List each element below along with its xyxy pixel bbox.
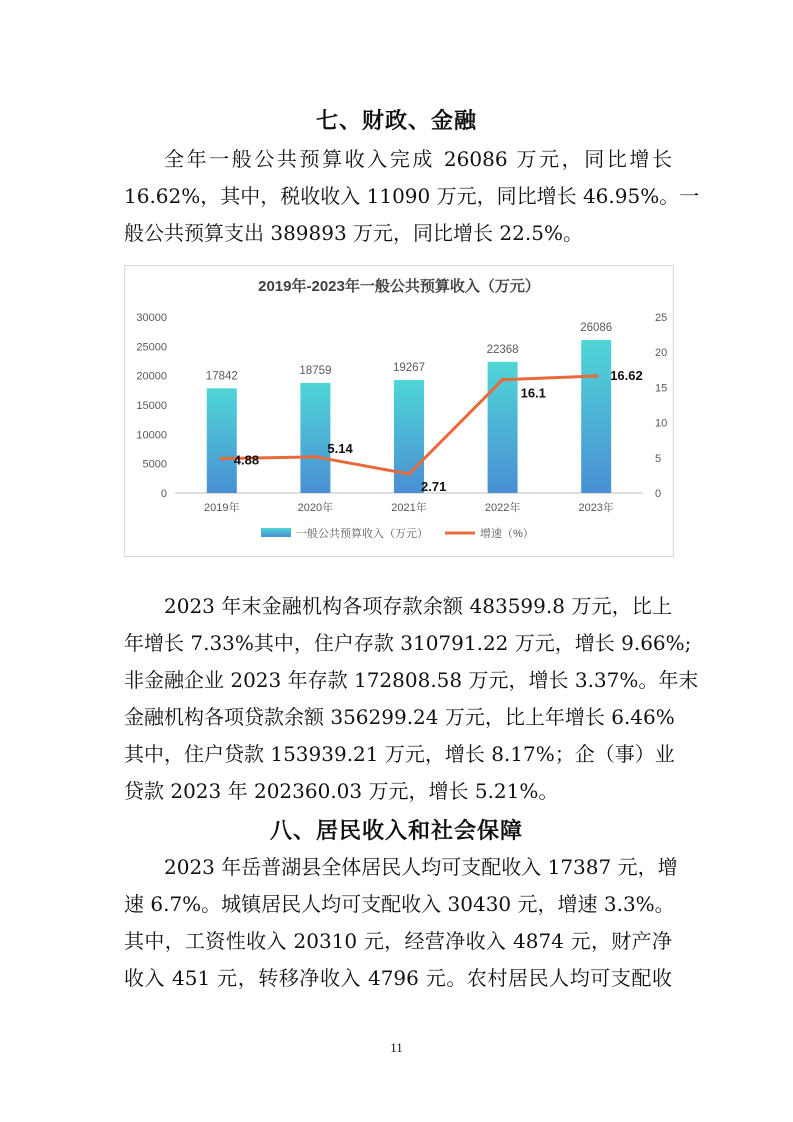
legend-bar-swatch <box>261 528 291 537</box>
revenue-chart-svg <box>125 266 673 556</box>
para1-line-3: 般公共预算支出 389893 万元，同比增长 22.5%。 <box>124 221 583 245</box>
y-left-tick-label: 20000 <box>136 370 167 383</box>
growth-value-label: 5.14 <box>327 440 353 456</box>
para2-line-1: 2023 年末金融机构各项存款余额 483599.8 万元，比上 <box>164 594 672 618</box>
para3-line-1: 2023 年岳普湖县全体居民人均可支配收入 17387 元，增 <box>164 855 678 879</box>
growth-value-label: 16.1 <box>520 385 546 401</box>
growth-point <box>594 374 598 378</box>
para1-line-2: 16.62%，其中，税收收入 11090 万元，同比增长 46.95%。一 <box>124 184 700 208</box>
growth-value-label: 2.71 <box>421 478 447 494</box>
section8-paragraph <box>124 849 678 997</box>
para3-line-2: 速 6.7%。城镇居民人均可支配收入 30430 元，增速 3.3%。 <box>124 892 675 916</box>
x-tick-label: 2020年 <box>297 502 334 514</box>
para1-line-1: 全年一般公共预算收入完成 26086 万元，同比增长 <box>164 147 672 171</box>
section7-title: 七、财政、金融 <box>315 108 477 134</box>
revenue-chart <box>124 265 674 557</box>
bar <box>207 388 237 493</box>
para2-line-2: 年增长 7.33%其中，住户存款 310791.22 万元，增长 9.66%; <box>124 631 692 655</box>
bar <box>581 340 611 493</box>
section7-paragraph2 <box>124 588 699 810</box>
y-right-tick-label: 5 <box>655 452 662 465</box>
y-left-tick-label: 25000 <box>136 341 167 354</box>
y-left-tick-label: 0 <box>160 488 167 500</box>
y-right-tick-label: 10 <box>655 417 668 430</box>
y-left-tick-label: 5000 <box>142 458 167 471</box>
para3-line-3: 其中，工资性收入 20310 元，经营净收入 4874 元，财产净 <box>124 929 672 953</box>
y-right-tick-label: 25 <box>655 312 668 324</box>
bar-value-label: 22368 <box>486 343 519 356</box>
para2-line-4: 金融机构各项贷款余额 356299.24 万元，比上年增长 6.46% <box>124 705 675 729</box>
y-right-tick-label: 15 <box>655 382 668 395</box>
growth-point <box>407 472 411 476</box>
x-tick-label: 2021年 <box>391 502 427 514</box>
growth-point <box>501 378 505 382</box>
growth-value-label: 4.88 <box>233 452 260 468</box>
bar <box>300 383 330 493</box>
bar-value-label: 17842 <box>205 370 238 383</box>
y-left-tick-label: 15000 <box>136 400 167 412</box>
para2-line-6: 贷款 2023 年 202360.03 万元，增长 5.21%。 <box>124 779 559 803</box>
para2-line-5: 其中，住户贷款 153939.21 万元，增长 8.17%；企（事）业 <box>124 742 675 766</box>
growth-value-label: 16.62 <box>610 367 643 383</box>
bar-value-label: 18759 <box>299 364 332 377</box>
section7-paragraph1 <box>124 141 700 252</box>
chart-title: 2019年-2023年一般公共预算收入（万元） <box>258 278 540 295</box>
bar-value-label: 26086 <box>580 321 613 334</box>
y-right-tick-label: 0 <box>655 488 662 500</box>
para3-line-4: 收入 451 元，转移净收入 4796 元。农村居民人均可支配收 <box>124 966 672 990</box>
y-left-tick-label: 10000 <box>136 429 167 442</box>
x-tick-label: 2022年 <box>484 502 521 514</box>
legend-line-label: 增速（%） <box>480 528 534 540</box>
para2-line-3: 非金融企业 2023 年存款 172808.58 万元，增长 3.37%。年末 <box>124 668 699 692</box>
growth-point <box>220 457 224 461</box>
x-tick-label: 2019年 <box>204 502 240 514</box>
legend-bar-label: 一般公共预算收入（万元） <box>296 528 428 540</box>
growth-point <box>313 455 317 459</box>
page-number: 11 <box>390 1040 403 1055</box>
bar <box>394 380 424 493</box>
bar-value-label: 19267 <box>393 361 425 374</box>
section8-title: 八、居民收入和社会保障 <box>269 818 523 844</box>
y-right-tick-label: 20 <box>655 347 668 360</box>
x-tick-label: 2023年 <box>578 502 614 514</box>
y-left-tick-label: 30000 <box>136 312 167 324</box>
